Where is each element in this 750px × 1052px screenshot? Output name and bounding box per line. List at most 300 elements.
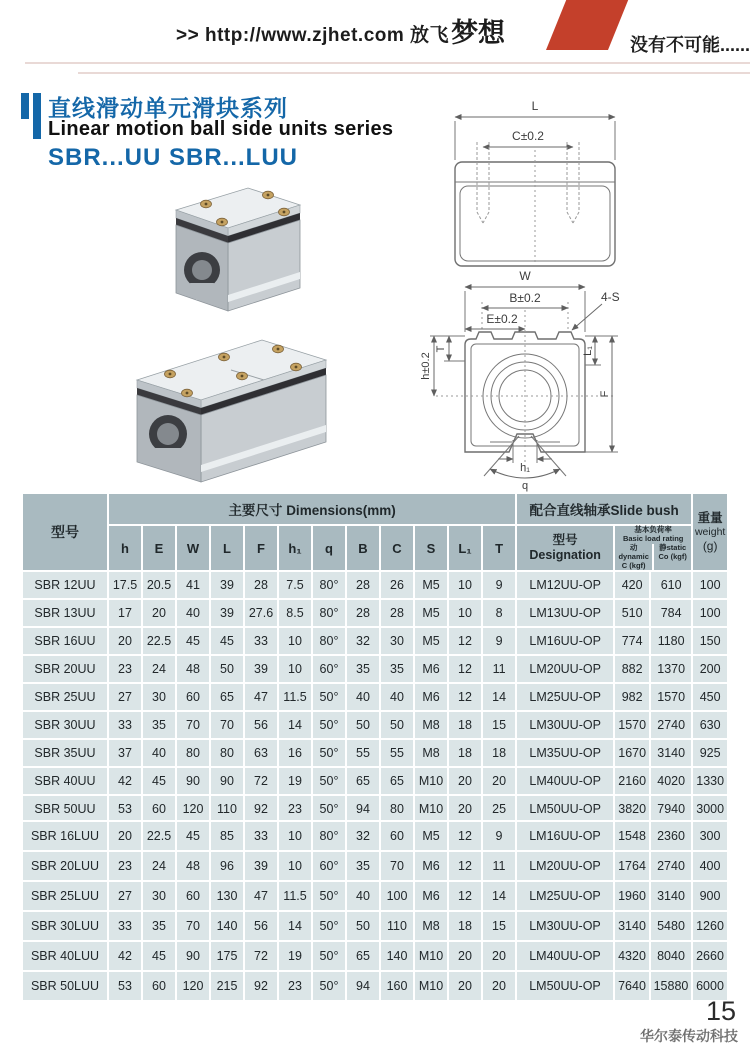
- designation-cell: LM50UU-OP: [517, 796, 613, 822]
- value-cell: 65: [211, 684, 243, 710]
- value-cell: 60: [381, 822, 413, 850]
- value-cell: 55: [381, 740, 413, 766]
- dim-label-h: h±0.2: [420, 352, 432, 380]
- value-cell: 20: [483, 942, 515, 970]
- value-cell: 3140: [651, 740, 691, 766]
- value-cell: 42: [109, 942, 141, 970]
- value-cell: M8: [415, 740, 447, 766]
- model-cell: SBR 20LUU: [23, 852, 107, 880]
- value-cell: 12: [449, 656, 481, 682]
- value-cell: 39: [245, 852, 277, 880]
- value-cell: 45: [143, 942, 175, 970]
- value-cell: 80°: [313, 600, 345, 626]
- value-cell: 12: [449, 628, 481, 654]
- col-header-static: 静static Co (kgf): [652, 544, 691, 570]
- value-cell: 40: [177, 600, 209, 626]
- value-cell: 53: [109, 796, 141, 822]
- value-cell: 300: [693, 822, 727, 850]
- value-cell: 20: [449, 768, 481, 794]
- value-cell: 50°: [313, 882, 345, 910]
- value-cell: 65: [347, 942, 379, 970]
- value-cell: 1180: [651, 628, 691, 654]
- value-cell: 120: [177, 796, 209, 822]
- value-cell: 50°: [313, 740, 345, 766]
- value-cell: 27: [109, 684, 141, 710]
- header-slogan-right: 没有不可能......: [630, 35, 750, 55]
- value-cell: 70: [177, 912, 209, 940]
- value-cell: 2660: [693, 942, 727, 970]
- value-cell: 63: [245, 740, 277, 766]
- model-cell: SBR 50LUU: [23, 972, 107, 1000]
- value-cell: 33: [109, 912, 141, 940]
- website-url: >> http://www.zjhet.com 放飞: [176, 25, 450, 46]
- value-cell: 32: [347, 628, 379, 654]
- side-view-diagram: [443, 96, 628, 274]
- value-cell: 50°: [313, 712, 345, 738]
- designation-cell: LM30UU-OP: [517, 712, 613, 738]
- value-cell: 20: [109, 628, 141, 654]
- table-row: [23, 572, 727, 598]
- table-row: [23, 768, 727, 794]
- designation-cell: LM12UU-OP: [517, 572, 613, 598]
- model-cell: SBR 35UU: [23, 740, 107, 766]
- value-cell: 33: [245, 822, 277, 850]
- value-cell: 982: [615, 684, 649, 710]
- value-cell: 16: [279, 740, 311, 766]
- value-cell: 48: [177, 656, 209, 682]
- value-cell: 50°: [313, 942, 345, 970]
- value-cell: 450: [693, 684, 727, 710]
- header-divider-line: [25, 62, 750, 64]
- value-cell: 48: [177, 852, 209, 880]
- series-title-cn: 直线滑动单元滑块系列: [48, 95, 288, 121]
- value-cell: 14: [483, 882, 515, 910]
- value-cell: 30: [143, 882, 175, 910]
- value-cell: M6: [415, 684, 447, 710]
- value-cell: 90: [211, 768, 243, 794]
- value-cell: 15880: [651, 972, 691, 1000]
- designation-cell: LM35UU-OP: [517, 740, 613, 766]
- value-cell: 45: [211, 628, 243, 654]
- col-header-L1: L₁: [449, 526, 481, 570]
- value-cell: 50: [347, 712, 379, 738]
- value-cell: 50: [347, 912, 379, 940]
- col-header-slide-bush: 配合直线轴承Slide bush: [517, 494, 691, 524]
- value-cell: 200: [693, 656, 727, 682]
- value-cell: 1570: [615, 712, 649, 738]
- value-cell: 8: [483, 600, 515, 626]
- dim-label-E: E±0.2: [486, 312, 518, 326]
- value-cell: 3140: [615, 912, 649, 940]
- table-row: [23, 740, 727, 766]
- col-header-dynamic: 动dynamic C (kgf): [618, 543, 649, 570]
- value-cell: 33: [109, 712, 141, 738]
- value-cell: 96: [211, 852, 243, 880]
- value-cell: 80°: [313, 822, 345, 850]
- value-cell: 2740: [651, 852, 691, 880]
- value-cell: 400: [693, 852, 727, 880]
- value-cell: 1260: [693, 912, 727, 940]
- model-cell: SBR 25LUU: [23, 882, 107, 910]
- value-cell: 45: [177, 628, 209, 654]
- value-cell: 27.6: [245, 600, 277, 626]
- value-cell: 40: [347, 882, 379, 910]
- value-cell: 7940: [651, 796, 691, 822]
- value-cell: 92: [245, 972, 277, 1000]
- value-cell: 140: [381, 942, 413, 970]
- table-row: [23, 628, 727, 654]
- value-cell: 35: [143, 712, 175, 738]
- value-cell: 28: [347, 600, 379, 626]
- title-accent-bar-short: [21, 93, 29, 119]
- value-cell: 80°: [313, 628, 345, 654]
- value-cell: 110: [211, 796, 243, 822]
- value-cell: 80°: [313, 572, 345, 598]
- table-row: [23, 942, 727, 970]
- value-cell: M10: [415, 942, 447, 970]
- value-cell: M8: [415, 912, 447, 940]
- value-cell: 92: [245, 796, 277, 822]
- value-cell: M6: [415, 852, 447, 880]
- value-cell: 41: [177, 572, 209, 598]
- value-cell: 60: [143, 972, 175, 1000]
- value-cell: M6: [415, 656, 447, 682]
- value-cell: 94: [347, 972, 379, 1000]
- value-cell: 56: [245, 912, 277, 940]
- value-cell: 50: [381, 712, 413, 738]
- value-cell: 215: [211, 972, 243, 1000]
- value-cell: 3000: [693, 796, 727, 822]
- value-cell: 882: [615, 656, 649, 682]
- value-cell: 65: [347, 768, 379, 794]
- value-cell: 50°: [313, 768, 345, 794]
- model-cell: SBR 13UU: [23, 600, 107, 626]
- value-cell: 72: [245, 768, 277, 794]
- value-cell: 10: [279, 656, 311, 682]
- model-cell: SBR 12UU: [23, 572, 107, 598]
- col-header-model: 型号: [23, 494, 107, 570]
- header-divider-line-2: [78, 72, 750, 74]
- value-cell: 39: [211, 600, 243, 626]
- value-cell: 47: [245, 684, 277, 710]
- model-cell: SBR 30LUU: [23, 912, 107, 940]
- value-cell: M5: [415, 600, 447, 626]
- designation-cell: LM16UU-OP: [517, 822, 613, 850]
- value-cell: 50°: [313, 684, 345, 710]
- value-cell: 94: [347, 796, 379, 822]
- col-header-B: B: [347, 526, 379, 570]
- value-cell: 18: [483, 740, 515, 766]
- col-header-load-rating: 基本负荷率 Basic load rating 动dynamic C (kgf) 静static Co (kgf): [615, 526, 691, 570]
- model-cell: SBR 40LUU: [23, 942, 107, 970]
- table-row: [23, 822, 727, 850]
- value-cell: 100: [693, 600, 727, 626]
- value-cell: 925: [693, 740, 727, 766]
- col-header-dimensions: 主要尺寸 Dimensions(mm): [109, 494, 515, 524]
- value-cell: 18: [449, 912, 481, 940]
- value-cell: 20: [143, 600, 175, 626]
- value-cell: 9: [483, 628, 515, 654]
- value-cell: 774: [615, 628, 649, 654]
- value-cell: 1330: [693, 768, 727, 794]
- value-cell: 19: [279, 768, 311, 794]
- header-brand-word: 梦想: [451, 18, 506, 48]
- dim-label-L1: L₁: [582, 346, 594, 356]
- value-cell: 45: [143, 768, 175, 794]
- value-cell: 5480: [651, 912, 691, 940]
- value-cell: 1670: [615, 740, 649, 766]
- value-cell: 60: [143, 796, 175, 822]
- table-row: [23, 656, 727, 682]
- value-cell: M8: [415, 712, 447, 738]
- value-cell: 70: [211, 712, 243, 738]
- title-accent-bar-tall: [33, 93, 41, 139]
- value-cell: 55: [347, 740, 379, 766]
- value-cell: 1370: [651, 656, 691, 682]
- value-cell: 70: [177, 712, 209, 738]
- series-model-codes: SBR...UU SBR...LUU: [48, 144, 299, 171]
- value-cell: 3140: [651, 882, 691, 910]
- value-cell: 1764: [615, 852, 649, 880]
- value-cell: M5: [415, 628, 447, 654]
- value-cell: 1548: [615, 822, 649, 850]
- value-cell: 23: [109, 852, 141, 880]
- value-cell: 130: [211, 882, 243, 910]
- col-header-W: W: [177, 526, 209, 570]
- value-cell: 10: [449, 600, 481, 626]
- value-cell: 50°: [313, 972, 345, 1000]
- table-row: [23, 972, 727, 1000]
- col-header-L: L: [211, 526, 243, 570]
- value-cell: 900: [693, 882, 727, 910]
- col-header-F: F: [245, 526, 277, 570]
- value-cell: 10: [279, 852, 311, 880]
- value-cell: 7640: [615, 972, 649, 1000]
- col-header-h1: h₁: [279, 526, 311, 570]
- value-cell: M5: [415, 822, 447, 850]
- value-cell: 60°: [313, 656, 345, 682]
- value-cell: 11.5: [279, 684, 311, 710]
- value-cell: 11: [483, 656, 515, 682]
- value-cell: 23: [279, 796, 311, 822]
- designation-cell: LM13UU-OP: [517, 600, 613, 626]
- value-cell: 40: [381, 684, 413, 710]
- red-parallelogram-decor: [546, 0, 628, 50]
- col-header-designation: 型号 Designation: [517, 526, 613, 570]
- dim-label-C: C±0.2: [512, 129, 544, 143]
- value-cell: 35: [143, 912, 175, 940]
- series-title-en: Linear motion ball side units series: [48, 118, 394, 140]
- value-cell: 30: [381, 628, 413, 654]
- dim-label-L: L: [531, 99, 539, 113]
- value-cell: 32: [347, 822, 379, 850]
- table-row: [23, 912, 727, 940]
- value-cell: 27: [109, 882, 141, 910]
- col-header-E: E: [143, 526, 175, 570]
- value-cell: 70: [381, 852, 413, 880]
- value-cell: 37: [109, 740, 141, 766]
- table-row: [23, 600, 727, 626]
- value-cell: 4020: [651, 768, 691, 794]
- col-header-h: h: [109, 526, 141, 570]
- value-cell: 39: [211, 572, 243, 598]
- value-cell: 2160: [615, 768, 649, 794]
- value-cell: 35: [381, 656, 413, 682]
- value-cell: 11: [483, 852, 515, 880]
- value-cell: M10: [415, 972, 447, 1000]
- value-cell: 420: [615, 572, 649, 598]
- value-cell: 10: [279, 822, 311, 850]
- product-photo-short-block: [148, 182, 323, 322]
- value-cell: 20: [449, 972, 481, 1000]
- value-cell: 175: [211, 942, 243, 970]
- value-cell: 14: [483, 684, 515, 710]
- value-cell: 23: [109, 656, 141, 682]
- value-cell: 100: [693, 572, 727, 598]
- value-cell: 14: [279, 712, 311, 738]
- model-cell: SBR 50UU: [23, 796, 107, 822]
- value-cell: 1570: [651, 684, 691, 710]
- dim-label-h1: h₁: [520, 462, 530, 474]
- value-cell: 60: [177, 684, 209, 710]
- value-cell: 630: [693, 712, 727, 738]
- value-cell: 15: [483, 912, 515, 940]
- value-cell: 22.5: [143, 822, 175, 850]
- value-cell: 47: [245, 882, 277, 910]
- product-photo-long-block: [112, 322, 362, 484]
- value-cell: 35: [347, 656, 379, 682]
- value-cell: 12: [449, 822, 481, 850]
- designation-cell: LM20UU-OP: [517, 656, 613, 682]
- value-cell: 20: [109, 822, 141, 850]
- table-row: [23, 712, 727, 738]
- value-cell: 7.5: [279, 572, 311, 598]
- value-cell: 8040: [651, 942, 691, 970]
- value-cell: 150: [693, 628, 727, 654]
- value-cell: 14: [279, 912, 311, 940]
- value-cell: 80: [177, 740, 209, 766]
- company-watermark: 华尔泰传动科技: [640, 1028, 738, 1044]
- designation-cell: LM40UU-OP: [517, 768, 613, 794]
- value-cell: 80: [211, 740, 243, 766]
- value-cell: 3820: [615, 796, 649, 822]
- value-cell: 35: [347, 852, 379, 880]
- dim-label-4S: 4-S: [601, 290, 620, 304]
- value-cell: 90: [177, 768, 209, 794]
- value-cell: M5: [415, 572, 447, 598]
- table-row: [23, 852, 727, 880]
- value-cell: 22.5: [143, 628, 175, 654]
- value-cell: 65: [381, 768, 413, 794]
- value-cell: 120: [177, 972, 209, 1000]
- model-cell: SBR 30UU: [23, 712, 107, 738]
- value-cell: 17: [109, 600, 141, 626]
- col-header-weight: 重量 weight (g): [693, 494, 727, 570]
- value-cell: 100: [381, 882, 413, 910]
- value-cell: 28: [381, 600, 413, 626]
- value-cell: 30: [143, 684, 175, 710]
- value-cell: 784: [651, 600, 691, 626]
- model-cell: SBR 16LUU: [23, 822, 107, 850]
- front-view-diagram: [420, 268, 655, 492]
- col-header-T: T: [483, 526, 515, 570]
- table-row: [23, 684, 727, 710]
- value-cell: 2360: [651, 822, 691, 850]
- value-cell: 50°: [313, 912, 345, 940]
- value-cell: 42: [109, 768, 141, 794]
- value-cell: 12: [449, 882, 481, 910]
- designation-cell: LM20UU-OP: [517, 852, 613, 880]
- value-cell: 10: [449, 572, 481, 598]
- value-cell: 50: [211, 656, 243, 682]
- designation-cell: LM50UU-OP: [517, 972, 613, 1000]
- table-row: [23, 882, 727, 910]
- model-cell: SBR 16UU: [23, 628, 107, 654]
- designation-cell: LM25UU-OP: [517, 882, 613, 910]
- value-cell: 18: [449, 712, 481, 738]
- model-cell: SBR 20UU: [23, 656, 107, 682]
- value-cell: 20: [449, 796, 481, 822]
- value-cell: 28: [347, 572, 379, 598]
- value-cell: 140: [211, 912, 243, 940]
- value-cell: M10: [415, 768, 447, 794]
- value-cell: 9: [483, 822, 515, 850]
- table-row: [23, 796, 727, 822]
- model-cell: SBR 25UU: [23, 684, 107, 710]
- value-cell: 510: [615, 600, 649, 626]
- value-cell: 160: [381, 972, 413, 1000]
- value-cell: 18: [449, 740, 481, 766]
- value-cell: M10: [415, 796, 447, 822]
- value-cell: 40: [143, 740, 175, 766]
- value-cell: 110: [381, 912, 413, 940]
- value-cell: 19: [279, 942, 311, 970]
- header-slogan-left: [176, 20, 505, 47]
- value-cell: 11.5: [279, 882, 311, 910]
- value-cell: 24: [143, 656, 175, 682]
- value-cell: 24: [143, 852, 175, 880]
- col-header-C: C: [381, 526, 413, 570]
- value-cell: 9: [483, 572, 515, 598]
- value-cell: 23: [279, 972, 311, 1000]
- dimensions-table-uu: [21, 492, 729, 824]
- value-cell: 25: [483, 796, 515, 822]
- value-cell: 610: [651, 572, 691, 598]
- value-cell: 10: [279, 628, 311, 654]
- value-cell: 33: [245, 628, 277, 654]
- designation-cell: LM40UU-OP: [517, 942, 613, 970]
- value-cell: 85: [211, 822, 243, 850]
- dimensions-table-luu: [21, 820, 729, 1002]
- value-cell: 39: [245, 656, 277, 682]
- model-cell: SBR 40UU: [23, 768, 107, 794]
- value-cell: 80: [381, 796, 413, 822]
- value-cell: 20: [483, 768, 515, 794]
- value-cell: 2740: [651, 712, 691, 738]
- page-number: 15: [706, 996, 737, 1026]
- value-cell: 15: [483, 712, 515, 738]
- value-cell: 12: [449, 852, 481, 880]
- col-header-q: q: [313, 526, 345, 570]
- col-header-S: S: [415, 526, 447, 570]
- value-cell: 17.5: [109, 572, 141, 598]
- designation-cell: LM30UU-OP: [517, 912, 613, 940]
- dim-label-F: F: [599, 390, 611, 398]
- value-cell: 72: [245, 942, 277, 970]
- value-cell: 8.5: [279, 600, 311, 626]
- value-cell: 26: [381, 572, 413, 598]
- value-cell: 20.5: [143, 572, 175, 598]
